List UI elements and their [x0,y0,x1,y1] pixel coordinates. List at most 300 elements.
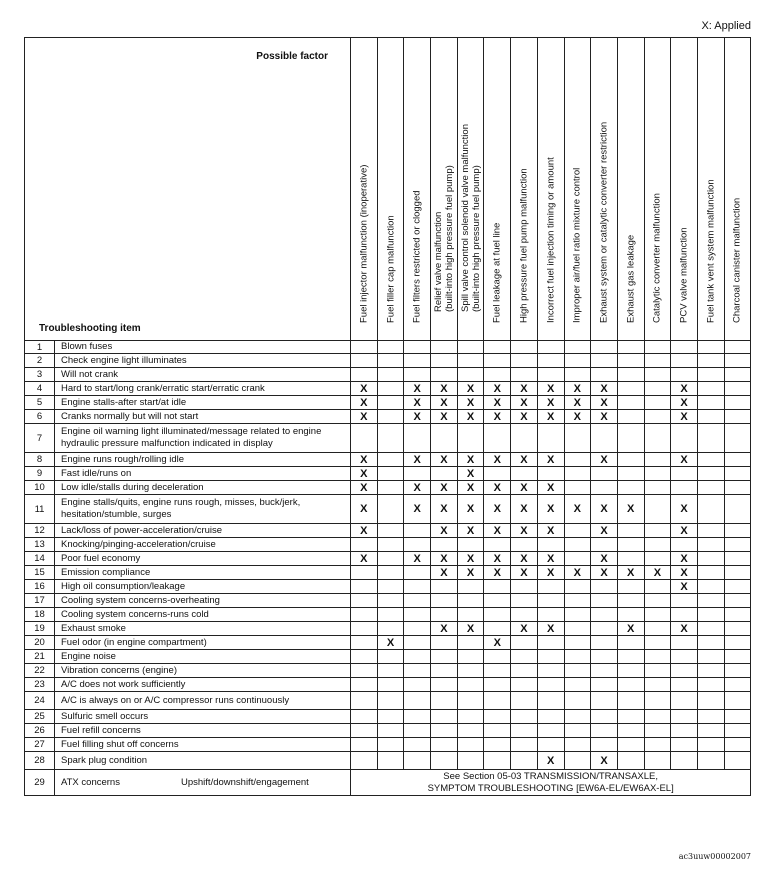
row-number: 21 [25,650,55,664]
factor-cell [671,341,698,354]
factor-cell: X [537,481,564,495]
factor-cell: X [591,552,618,566]
factor-cell: X [537,752,564,770]
table-row [25,538,751,552]
factor-cell [671,692,698,710]
factor-header [724,38,751,341]
troubleshooting-item: Low idle/stalls during deceleration [55,481,351,495]
factor-cell [671,636,698,650]
factor-cell [431,724,458,738]
factor-cell: X [431,566,458,580]
factor-header [671,38,698,341]
factor-cell: X [431,495,458,524]
troubleshooting-item: Cooling system concerns-overheating [55,594,351,608]
factor-cell: X [431,410,458,424]
factor-cell [484,341,511,354]
factor-cell [564,664,591,678]
factor-cell [457,710,484,724]
factor-cell [351,752,378,770]
factor-cell [457,594,484,608]
table-row [25,495,751,524]
factor-cell [697,410,724,424]
factor-cell [404,664,431,678]
factor-cell: X [564,396,591,410]
factor-label-line: Relief valve malfunction [432,211,444,312]
factor-cell [591,354,618,368]
factor-header [617,38,644,341]
row-number: 12 [25,524,55,538]
factor-cell [511,467,538,481]
factor-cell [671,650,698,664]
factor-cell [724,692,751,710]
factor-cell [351,424,378,453]
row-number: 20 [25,636,55,650]
factor-header [404,38,431,341]
factor-cell: X [484,481,511,495]
factor-cell [351,710,378,724]
factor-cell [351,650,378,664]
row-number: 18 [25,608,55,622]
factor-cell [404,692,431,710]
troubleshooting-item: Spark plug condition [55,752,351,770]
factor-cell [697,424,724,453]
factor-cell [644,724,671,738]
table-row [25,410,751,424]
factor-cell: X [537,495,564,524]
table-row [25,692,751,710]
factor-label-line: PCV valve malfunction [678,227,690,323]
factor-cell [591,710,618,724]
troubleshooting-item: Fuel odor (in engine compartment) [55,636,351,650]
factor-cell [484,424,511,453]
factor-cell [537,368,564,382]
factor-cell [617,752,644,770]
row-number: 27 [25,738,55,752]
table-row [25,424,751,453]
factor-cell [431,678,458,692]
factor-header [351,38,378,341]
factor-label [705,179,716,323]
factor-cell [697,368,724,382]
factor-cell: X [404,396,431,410]
factor-cell [564,622,591,636]
factor-cell: X [404,481,431,495]
factor-cell: X [511,524,538,538]
factor-header [511,38,538,341]
factor-cell: X [457,552,484,566]
factor-cell [724,354,751,368]
factor-cell [537,594,564,608]
factor-label [679,227,690,323]
factor-cell [564,354,591,368]
factor-cell [564,710,591,724]
factor-cell [351,341,378,354]
factor-cell [564,752,591,770]
factor-cell: X [591,752,618,770]
factor-cell: X [484,396,511,410]
factor-cell [697,608,724,622]
factor-cell [617,410,644,424]
factor-cell [457,678,484,692]
table-row [25,341,751,354]
factor-cell [431,467,458,481]
factor-cell [617,664,644,678]
factor-cell [644,622,671,636]
factor-cell [564,692,591,710]
factor-cell [511,650,538,664]
factor-cell [377,580,404,594]
factor-cell [644,752,671,770]
factor-cell [564,608,591,622]
factor-cell [644,495,671,524]
factor-cell [724,341,751,354]
factor-cell [351,678,378,692]
factor-label [492,223,503,323]
factor-cell: X [457,566,484,580]
row-number: 7 [25,424,55,453]
factor-cell [644,664,671,678]
factor-cell [377,594,404,608]
factor-cell: X [457,495,484,524]
factor-cell [724,467,751,481]
factor-cell [431,636,458,650]
factor-cell [671,724,698,738]
factor-cell [404,354,431,368]
factor-cell: X [404,552,431,566]
factor-cell [644,453,671,467]
table-row [25,453,751,467]
factor-cell [377,524,404,538]
table-row [25,636,751,650]
factor-label-line: Incorrect fuel injection timing or amount [545,157,557,323]
troubleshooting-item: A/C is always on or A/C compressor runs continuously [55,692,351,710]
factor-cell [484,594,511,608]
factor-label [652,193,663,323]
row-number: 26 [25,724,55,738]
factor-cell: X [591,453,618,467]
factor-cell: X [671,580,698,594]
factor-cell [591,664,618,678]
factor-cell: X [511,382,538,396]
factor-cell [697,724,724,738]
factor-cell [457,354,484,368]
troubleshooting-item: High oil consumption/leakage [55,580,351,594]
factor-label-line: (built-into high pressure fuel pump) [470,165,482,312]
factor-cell [697,382,724,396]
row-number: 17 [25,594,55,608]
header-row [25,38,751,341]
row-number: 15 [25,566,55,580]
factor-cell: X [457,481,484,495]
factor-cell [697,495,724,524]
factor-cell [591,368,618,382]
row-number: 14 [25,552,55,566]
factor-cell: X [511,410,538,424]
factor-cell: X [457,396,484,410]
factor-cell [457,424,484,453]
table-row [25,580,751,594]
factor-cell [724,424,751,453]
factor-cell [724,724,751,738]
row-number: 25 [25,710,55,724]
factor-cell [617,636,644,650]
factor-cell: X [404,453,431,467]
factor-cell [671,738,698,752]
factor-cell [511,594,538,608]
factor-cell [351,692,378,710]
factor-cell [591,467,618,481]
factor-cell [537,467,564,481]
factor-cell [724,650,751,664]
troubleshooting-item: Lack/loss of power-acceleration/cruise [55,524,351,538]
factor-label [358,165,369,323]
troubleshooting-item: Check engine light illuminates [55,354,351,368]
factor-cell [671,710,698,724]
table-row [25,724,751,738]
factor-cell: X [431,622,458,636]
factor-cell [671,424,698,453]
factor-cell: X [351,552,378,566]
factor-cell [644,354,671,368]
factor-cell [511,710,538,724]
factor-cell [564,524,591,538]
factor-cell: X [671,524,698,538]
factor-cell [644,341,671,354]
factor-cell [511,580,538,594]
troubleshooting-item: Fuel filling shut off concerns [55,738,351,752]
factor-header [484,38,511,341]
row-number: 19 [25,622,55,636]
factor-cell [484,580,511,594]
factor-cell [591,692,618,710]
factor-cell [724,664,751,678]
factor-cell [591,724,618,738]
factor-cell [431,650,458,664]
factor-cell [377,341,404,354]
factor-cell [564,724,591,738]
factor-header [644,38,671,341]
troubleshooting-item-label: Troubleshooting item [39,323,141,334]
factor-cell [617,481,644,495]
factor-cell [617,552,644,566]
factor-cell [617,341,644,354]
factor-cell [697,622,724,636]
factor-header [591,38,618,341]
troubleshooting-item: Exhaust smoke [55,622,351,636]
factor-cell [431,752,458,770]
factor-cell [377,481,404,495]
factor-cell [351,738,378,752]
troubleshooting-item: Cranks normally but will not start [55,410,351,424]
factor-cell [644,580,671,594]
factor-cell [377,410,404,424]
factor-cell [644,524,671,538]
troubleshooting-item: Engine runs rough/rolling idle [55,453,351,467]
factor-cell [377,692,404,710]
factor-cell [484,678,511,692]
factor-cell: X [537,566,564,580]
factor-cell [351,580,378,594]
factor-label-line: High pressure fuel pump malfunction [518,168,530,323]
factor-cell [511,752,538,770]
factor-cell: X [511,453,538,467]
table-row [25,738,751,752]
factor-cell [484,710,511,724]
factor-cell [377,538,404,552]
factor-cell [484,368,511,382]
factor-cell [724,453,751,467]
factor-cell: X [351,453,378,467]
factor-cell [457,724,484,738]
factor-cell [617,396,644,410]
factor-cell [377,382,404,396]
factor-cell [351,354,378,368]
factor-cell [377,622,404,636]
factor-cell: X [457,453,484,467]
factor-cell [564,368,591,382]
factor-cell [431,710,458,724]
factor-cell [671,368,698,382]
factor-cell [724,396,751,410]
factor-cell [511,692,538,710]
factor-cell: X [537,552,564,566]
troubleshooting-item: Vibration concerns (engine) [55,664,351,678]
factor-cell [431,692,458,710]
row-number: 4 [25,382,55,396]
factor-cell [644,692,671,710]
factor-cell [644,410,671,424]
factor-cell [697,692,724,710]
factor-cell [697,354,724,368]
table-row [25,382,751,396]
factor-label-line: (built-into high pressure fuel pump) [443,165,455,312]
factor-cell [617,678,644,692]
factor-cell [537,650,564,664]
row-number: 28 [25,752,55,770]
factor-cell [537,692,564,710]
factor-cell: X [351,467,378,481]
factor-cell [644,481,671,495]
troubleshooting-item: Cooling system concerns-runs cold [55,608,351,622]
troubleshooting-item: A/C does not work sufficiently [55,678,351,692]
factor-cell [537,341,564,354]
factor-cell [617,453,644,467]
factor-cell [617,724,644,738]
factor-cell [697,524,724,538]
factor-cell [484,738,511,752]
factor-cell [644,710,671,724]
troubleshooting-item [55,770,351,796]
factor-label [545,157,556,323]
factor-cell [484,538,511,552]
factor-cell [537,424,564,453]
see-section-reference [351,770,751,796]
factor-cell [377,396,404,410]
factor-cell [537,580,564,594]
row-number: 16 [25,580,55,594]
row-number: 11 [25,495,55,524]
factor-cell: X [484,524,511,538]
factor-cell [511,538,538,552]
factor-cell [537,724,564,738]
factor-cell [617,368,644,382]
factor-cell [457,608,484,622]
factor-cell [484,692,511,710]
factor-cell: X [671,622,698,636]
factor-cell [697,752,724,770]
factor-cell [671,664,698,678]
troubleshooting-item: Sulfuric smell occurs [55,710,351,724]
row-number: 5 [25,396,55,410]
troubleshooting-item: Hard to start/long crank/erratic start/erratic crank [55,382,351,396]
factor-cell [671,678,698,692]
factor-cell [644,382,671,396]
row-number: 3 [25,368,55,382]
factor-cell [457,580,484,594]
factor-cell [564,552,591,566]
factor-cell [591,580,618,594]
factor-cell [724,636,751,650]
factor-cell [351,538,378,552]
table-row [25,566,751,580]
factor-cell [404,580,431,594]
factor-cell [537,538,564,552]
factor-header [564,38,591,341]
table-row [25,396,751,410]
factor-cell [511,424,538,453]
factor-cell [431,424,458,453]
factor-cell [537,678,564,692]
table-row [25,710,751,724]
factor-cell [377,467,404,481]
factor-cell: X [351,524,378,538]
factor-cell [697,341,724,354]
factor-cell: X [564,495,591,524]
factor-header [431,38,458,341]
factor-cell: X [617,566,644,580]
factor-cell: X [644,566,671,580]
possible-factor-label: Possible factor [256,51,328,62]
factor-label-line: Charcoal canister malfunction [731,197,743,323]
factor-cell: X [537,524,564,538]
factor-cell [537,608,564,622]
factor-cell [724,410,751,424]
factor-cell [591,341,618,354]
factor-cell [351,622,378,636]
factor-cell [511,608,538,622]
factor-cell [724,678,751,692]
factor-cell [484,752,511,770]
factor-cell [671,354,698,368]
factor-cell [671,538,698,552]
see-section-line: See Section 05-03 TRANSMISSION/TRANSAXLE, [443,770,659,782]
factor-cell [404,678,431,692]
factor-cell [404,710,431,724]
factor-cell [351,594,378,608]
troubleshooting-item: Blown fuses [55,341,351,354]
factor-cell [404,724,431,738]
troubleshooting-item: Knocking/pinging-acceleration/cruise [55,538,351,552]
factor-cell [537,738,564,752]
factor-cell [644,594,671,608]
factor-cell [644,424,671,453]
factor-cell: X [537,410,564,424]
factor-cell [591,538,618,552]
factor-cell [671,594,698,608]
factor-cell: X [671,396,698,410]
factor-label [433,165,455,312]
troubleshooting-item: Engine oil warning light illuminated/message related to engine hydraulic pressure malfunction indicated in display [55,424,351,453]
